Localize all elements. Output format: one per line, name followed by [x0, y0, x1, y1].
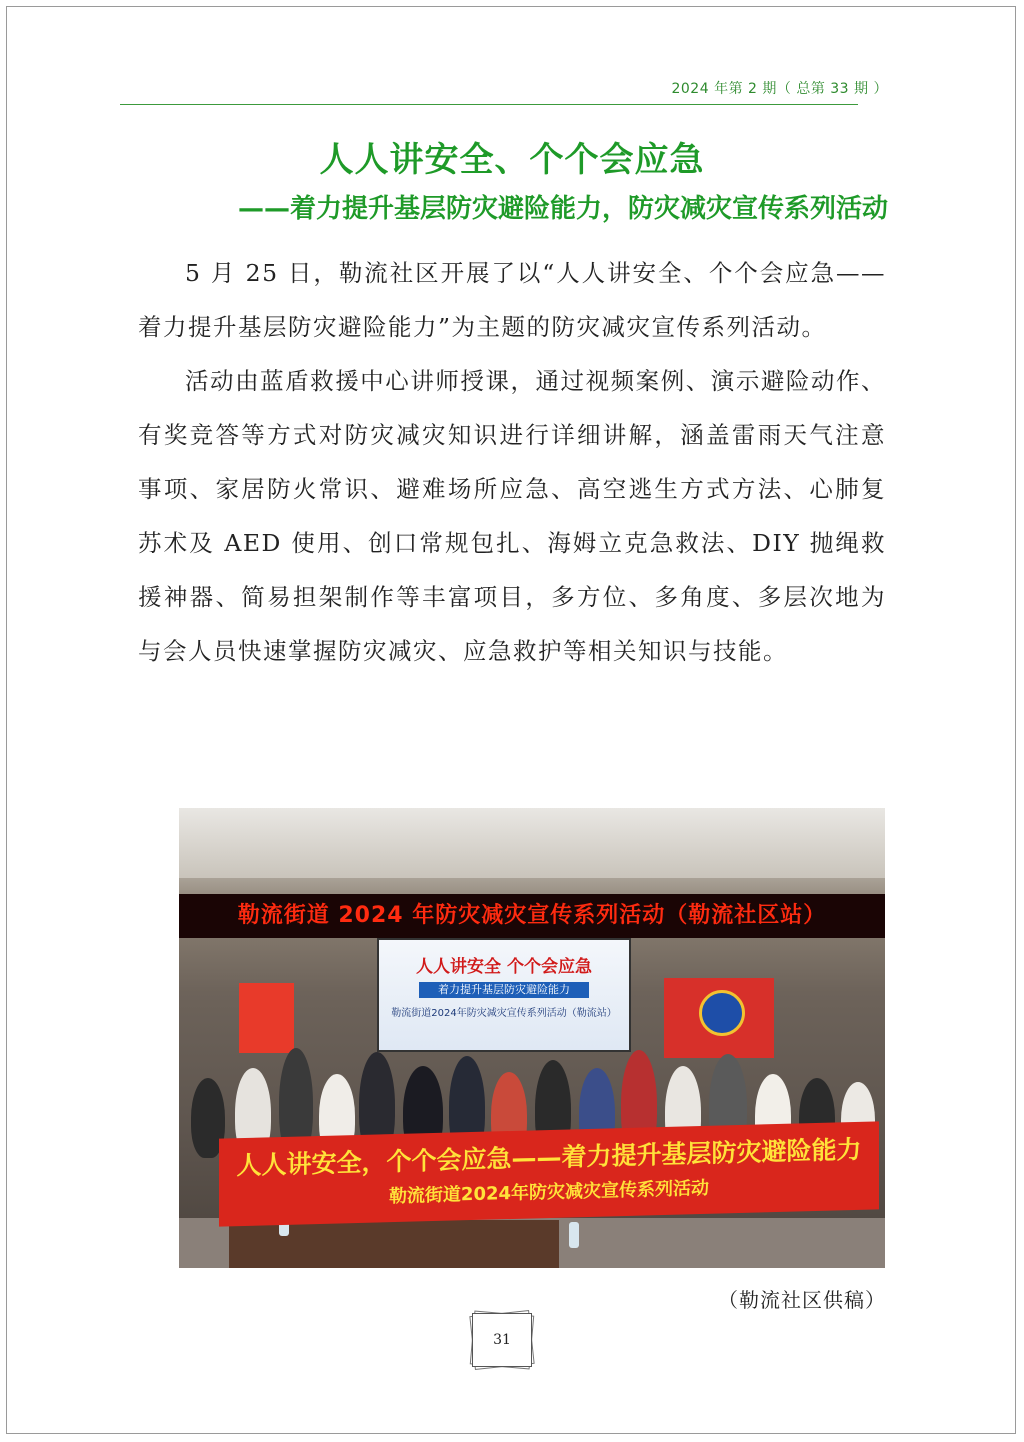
photo-led-sign: 勒流街道 2024 年防灾减灾宣传系列活动（勒流社区站）	[179, 894, 885, 938]
banner-line-2: 勒流街道2024年防灾减灾宣传系列活动	[388, 1177, 710, 1208]
photo-projector-screen	[377, 938, 631, 1052]
photo-red-banner	[219, 1121, 879, 1226]
water-bottle	[569, 1222, 579, 1248]
paragraph-1: 5 月 25 日，勒流社区开展了以“人人讲安全、个个会应急——着力提升基层防灾避险能力”为主题的防灾减灾宣传系列活动。	[138, 259, 886, 341]
event-photo	[179, 808, 885, 1268]
page-number-frame	[472, 1313, 532, 1367]
article-body	[138, 246, 886, 678]
screen-subtitle: 着力提升基层防灾避险能力	[419, 982, 589, 998]
article-title: 人人讲安全、个个会应急	[319, 140, 705, 180]
article-credit: （勒流社区供稿）	[718, 1288, 886, 1312]
issue-header: 2024 年第 2 期（ 总第 33 期 ）	[671, 81, 888, 97]
banner-line-1: 人人讲安全，个个会应急——着力提升基层防灾避险能力	[236, 1134, 862, 1181]
article-subtitle: ——着力提升基层防灾避险能力，防灾减灾宣传系列活动	[237, 194, 888, 224]
screen-line: 勒流街道2024年防灾减灾宣传系列活动（勒流站）	[391, 1008, 617, 1019]
paragraph-2: 活动由蓝盾救援中心讲师授课，通过视频案例、演示避险动作、有奖竞答等方式对防灾减灾知识进行详细讲解，涵盖雷雨天气注意事项、家居防火常识、避难场所应急、高空逃生方式方法、心肺复苏术及 AED 使用、创口常规包扎、海姆立克急救法、DIY 抛绳救援神器、简易担架制作等丰富项目，多方位、多角度、多层次地为与会人员快速掌握防灾减灾、应急救护等相关知识与技能。	[138, 367, 886, 665]
header-divider	[120, 104, 858, 105]
screen-title: 人人讲安全 个个会应急	[416, 957, 592, 977]
rescue-emblem-icon	[699, 990, 745, 1036]
page-number: 31	[493, 1332, 511, 1348]
photo-ceiling	[179, 808, 885, 878]
